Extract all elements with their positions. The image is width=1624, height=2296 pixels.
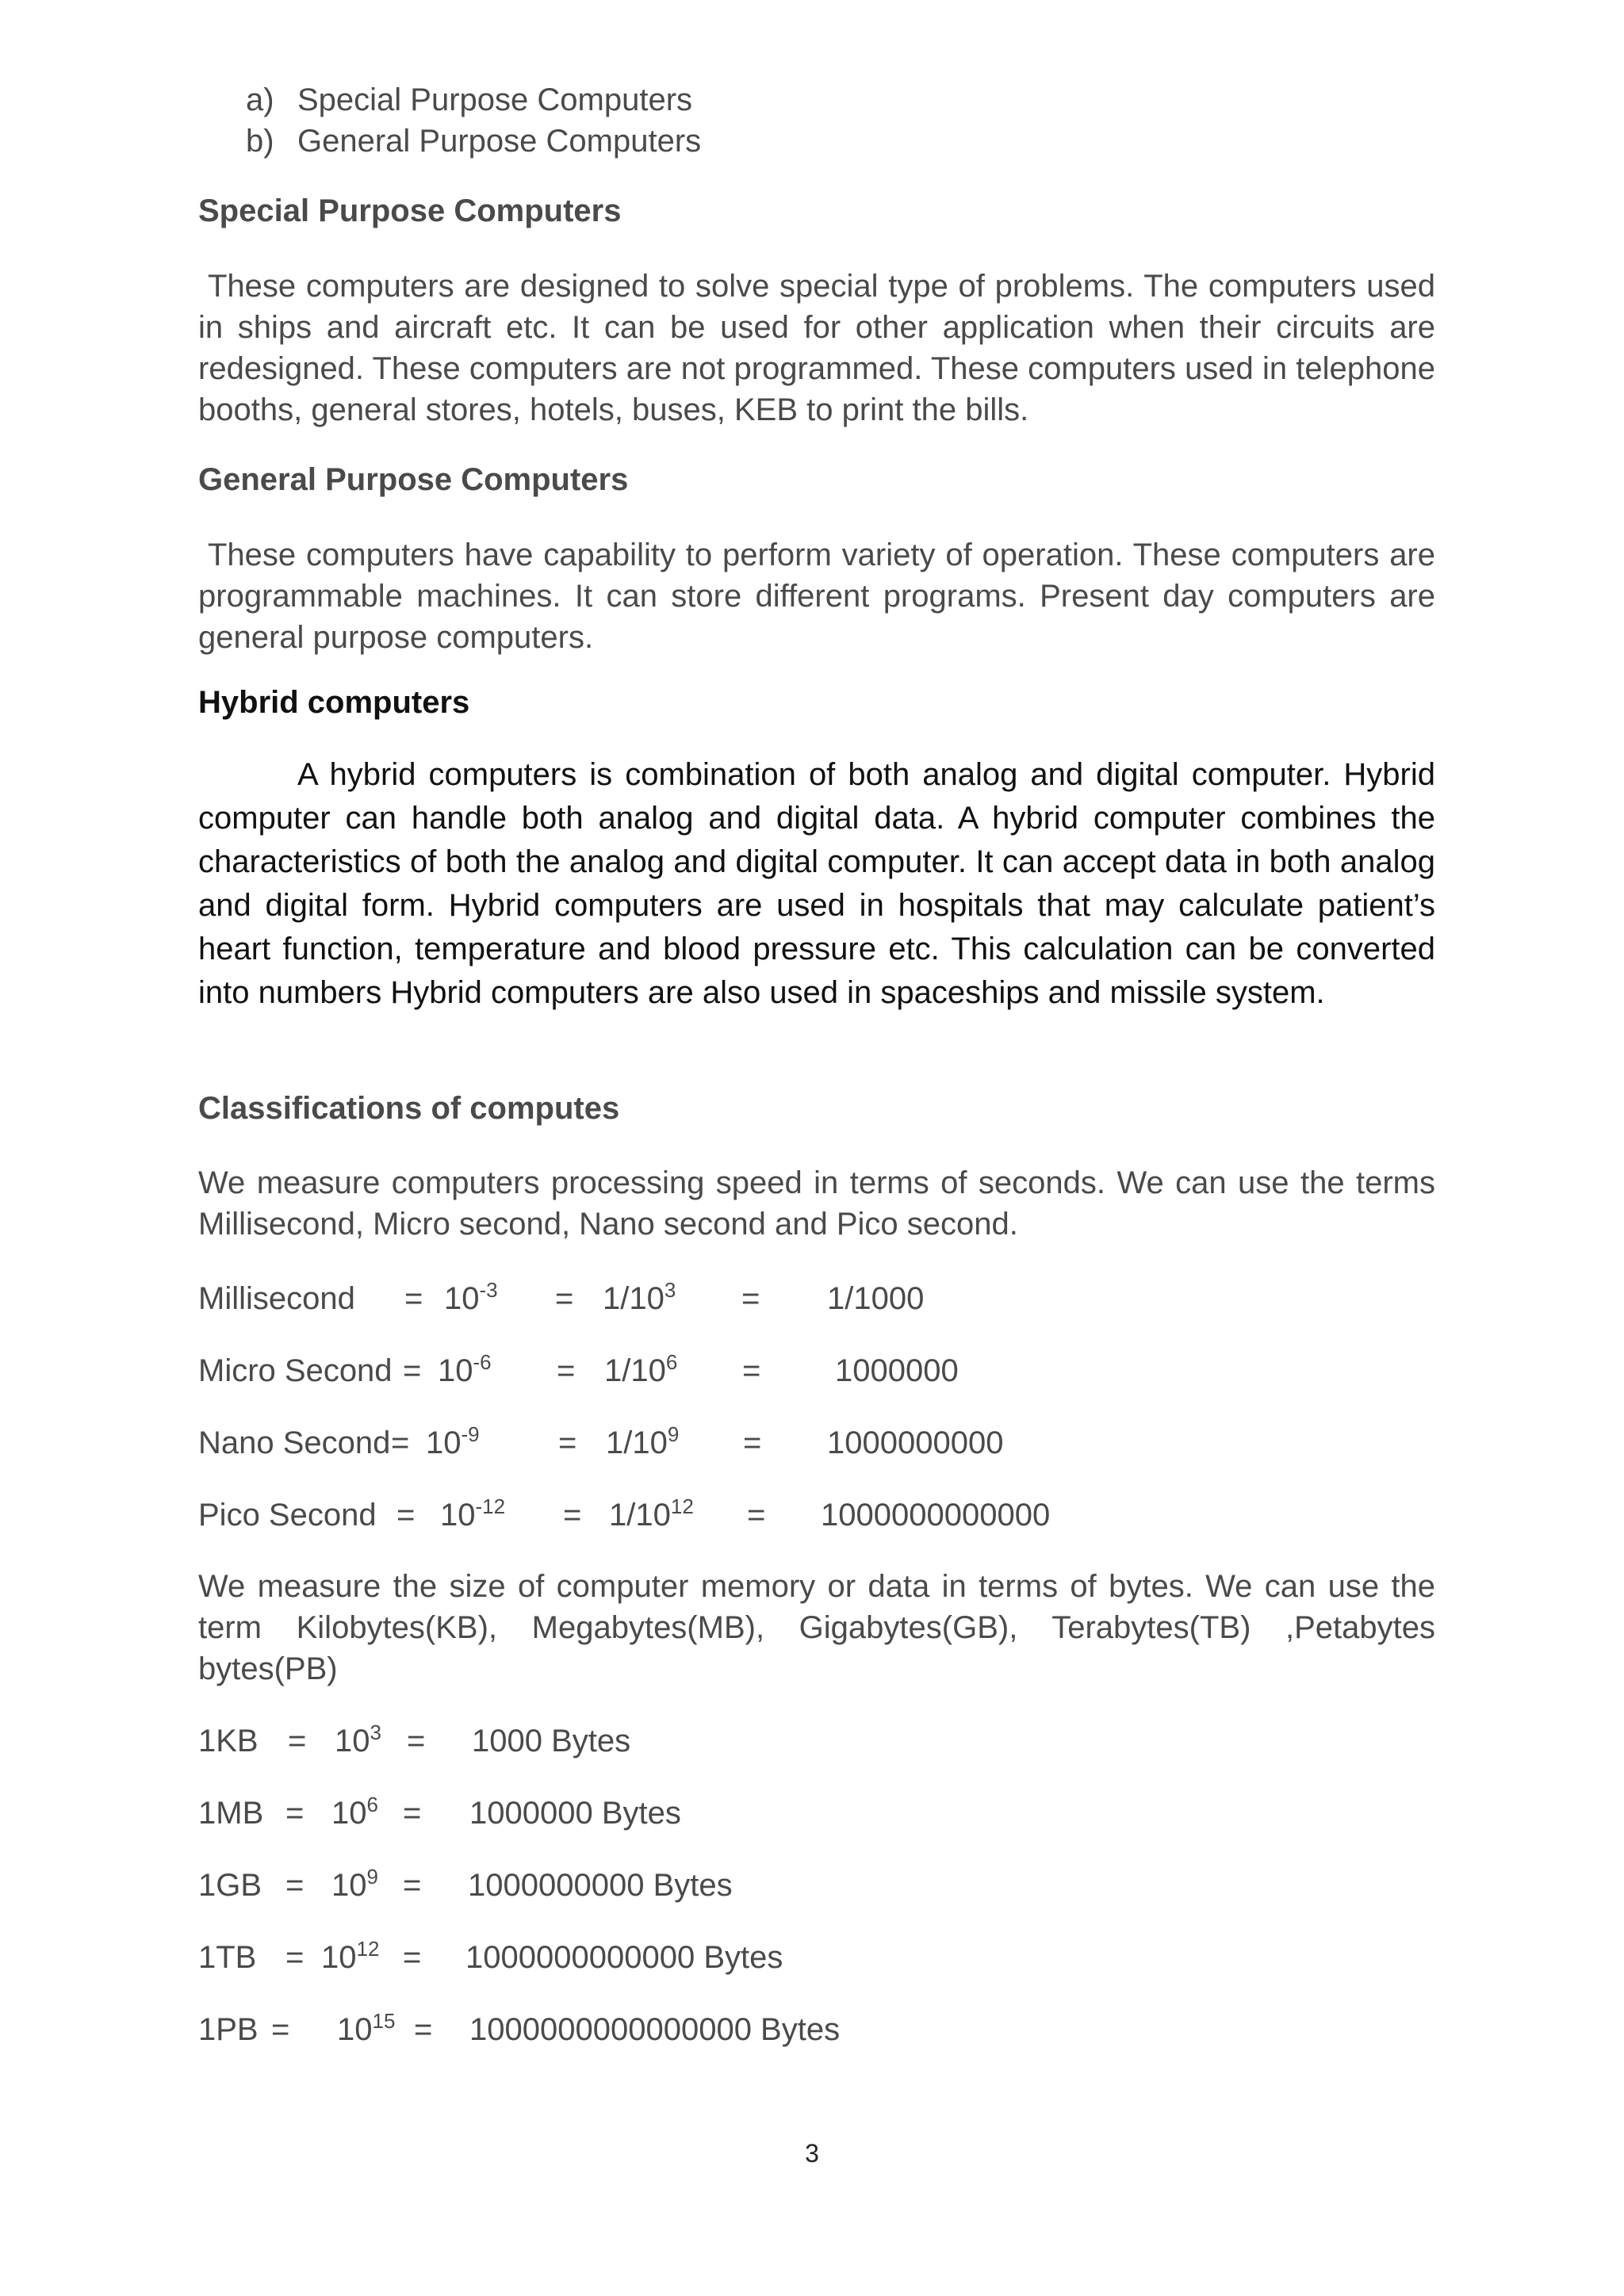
memory-intro: We measure the size of computer memory or data in terms of bytes. We can use the term Kilobytes(KB), Megabytes(MB), Gigabytes(GB), Terabytes(TB) ,Petabytes bytes(PB)	[198, 1569, 1435, 1686]
power: $10^{-12}$	[440, 1494, 506, 1533]
power: $10^{-9}$	[426, 1422, 480, 1460]
equals: =	[403, 1353, 422, 1388]
fraction: $1/10^{12}$	[609, 1494, 694, 1533]
list-marker: a)	[246, 82, 274, 117]
equals: =	[407, 1724, 426, 1758]
list-marker: b)	[246, 124, 274, 159]
equals: =	[743, 1425, 762, 1460]
fraction: $1/10^6$	[604, 1350, 678, 1388]
memory-label: 1MB	[198, 1796, 264, 1831]
time-label: Millisecond	[198, 1281, 355, 1316]
list-item	[246, 79, 701, 121]
power: $10^{15}$	[337, 2009, 396, 2047]
classifications-heading: Classifications of computes	[198, 1091, 620, 1126]
memory-value: 1000000000000000 Bytes	[469, 2012, 841, 2047]
general-heading: General Purpose Computers	[198, 462, 629, 497]
memory-value: 1000000 Bytes	[469, 1796, 681, 1831]
type-list	[246, 79, 701, 162]
memory-value: 1000 Bytes	[472, 1724, 631, 1758]
memory-value: 1000000000000 Bytes	[465, 1940, 783, 1975]
time-value: 1/1000	[827, 1281, 925, 1316]
equals: =	[555, 1281, 574, 1316]
equals: =	[391, 1425, 410, 1460]
power: $10^3$	[335, 1720, 381, 1758]
equals: =	[403, 1796, 422, 1831]
equals: =	[558, 1425, 577, 1460]
equals: =	[414, 2012, 433, 2047]
general-paragraph	[198, 534, 1435, 658]
equals: =	[288, 1724, 307, 1758]
speed-intro: We measure computers processing speed in terms of seconds. We can use the terms Millisecond, Micro second, Nano second and Pico second.	[198, 1165, 1435, 1242]
power: $10^6$	[331, 1793, 378, 1831]
page-number: 3	[805, 2139, 819, 2168]
equals: =	[403, 1868, 422, 1903]
equals: =	[563, 1498, 582, 1533]
power: $10^{-6}$	[438, 1350, 492, 1388]
special-paragraph	[198, 266, 1435, 430]
list-item	[246, 121, 701, 162]
equals: =	[271, 2012, 290, 2047]
list-item-text: Special Purpose Computers	[297, 82, 693, 117]
fraction: $1/10^3$	[603, 1278, 676, 1316]
equals: =	[741, 1281, 760, 1316]
equals: =	[747, 1498, 766, 1533]
equals: =	[742, 1353, 761, 1388]
time-value: 1000000	[835, 1353, 959, 1388]
power: $10^9$	[331, 1865, 378, 1903]
equals: =	[557, 1353, 576, 1388]
memory-label: 1TB	[198, 1940, 257, 1975]
power: $10^{12}$	[321, 1937, 380, 1975]
time-label: Micro Second	[198, 1353, 393, 1388]
equals: =	[285, 1940, 304, 1975]
time-label: Pico Second	[198, 1498, 377, 1533]
memory-label: 1KB	[198, 1724, 259, 1758]
hybrid-paragraph: A hybrid computers is combination of both analog and digital computer. Hybrid computer can handle both analog and digital data. A hybrid computer combines the characteristics of both the analog and digital computer. It can accept data in both analog and digital form. Hybrid computers are used in hospitals that may calculate patient’s heart function, temperature and blood pressure etc. This calculation can be converted into numbers Hybrid computers are also used in spaceships and missile system.	[198, 757, 1435, 1010]
time-value: 1000000000000	[821, 1498, 1051, 1533]
power: $10^{-3}$	[444, 1278, 498, 1316]
memory-label: 1PB	[198, 2012, 259, 2047]
time-value: 1000000000	[827, 1425, 1004, 1460]
fraction: $1/10^9$	[606, 1422, 680, 1460]
memory-value: 1000000000 Bytes	[468, 1868, 733, 1903]
equals: =	[285, 1796, 304, 1831]
memory-label: 1GB	[198, 1868, 262, 1903]
equals: =	[403, 1940, 422, 1975]
hybrid-heading: Hybrid computers	[198, 685, 470, 720]
time-label: Nano Second	[198, 1425, 391, 1460]
equals: =	[285, 1868, 304, 1903]
general-body: These computers have capability to perform variety of operation. These computers are programmable machines. It can store different programs. Present day computers are general purpose computers.	[198, 538, 1435, 655]
equals: =	[404, 1281, 423, 1316]
list-item-text: General Purpose Computers	[297, 124, 702, 159]
special-body: These computers are designed to solve special type of problems. The computers used in ships and aircraft etc. It can be used for other application when their circuits are redesigned. These computers are not programmed. These computers used in telephone booths, general stores, hotels, buses, KEB to print the bills.	[198, 269, 1435, 427]
special-heading: Special Purpose Computers	[198, 193, 622, 228]
equals: =	[396, 1498, 416, 1533]
